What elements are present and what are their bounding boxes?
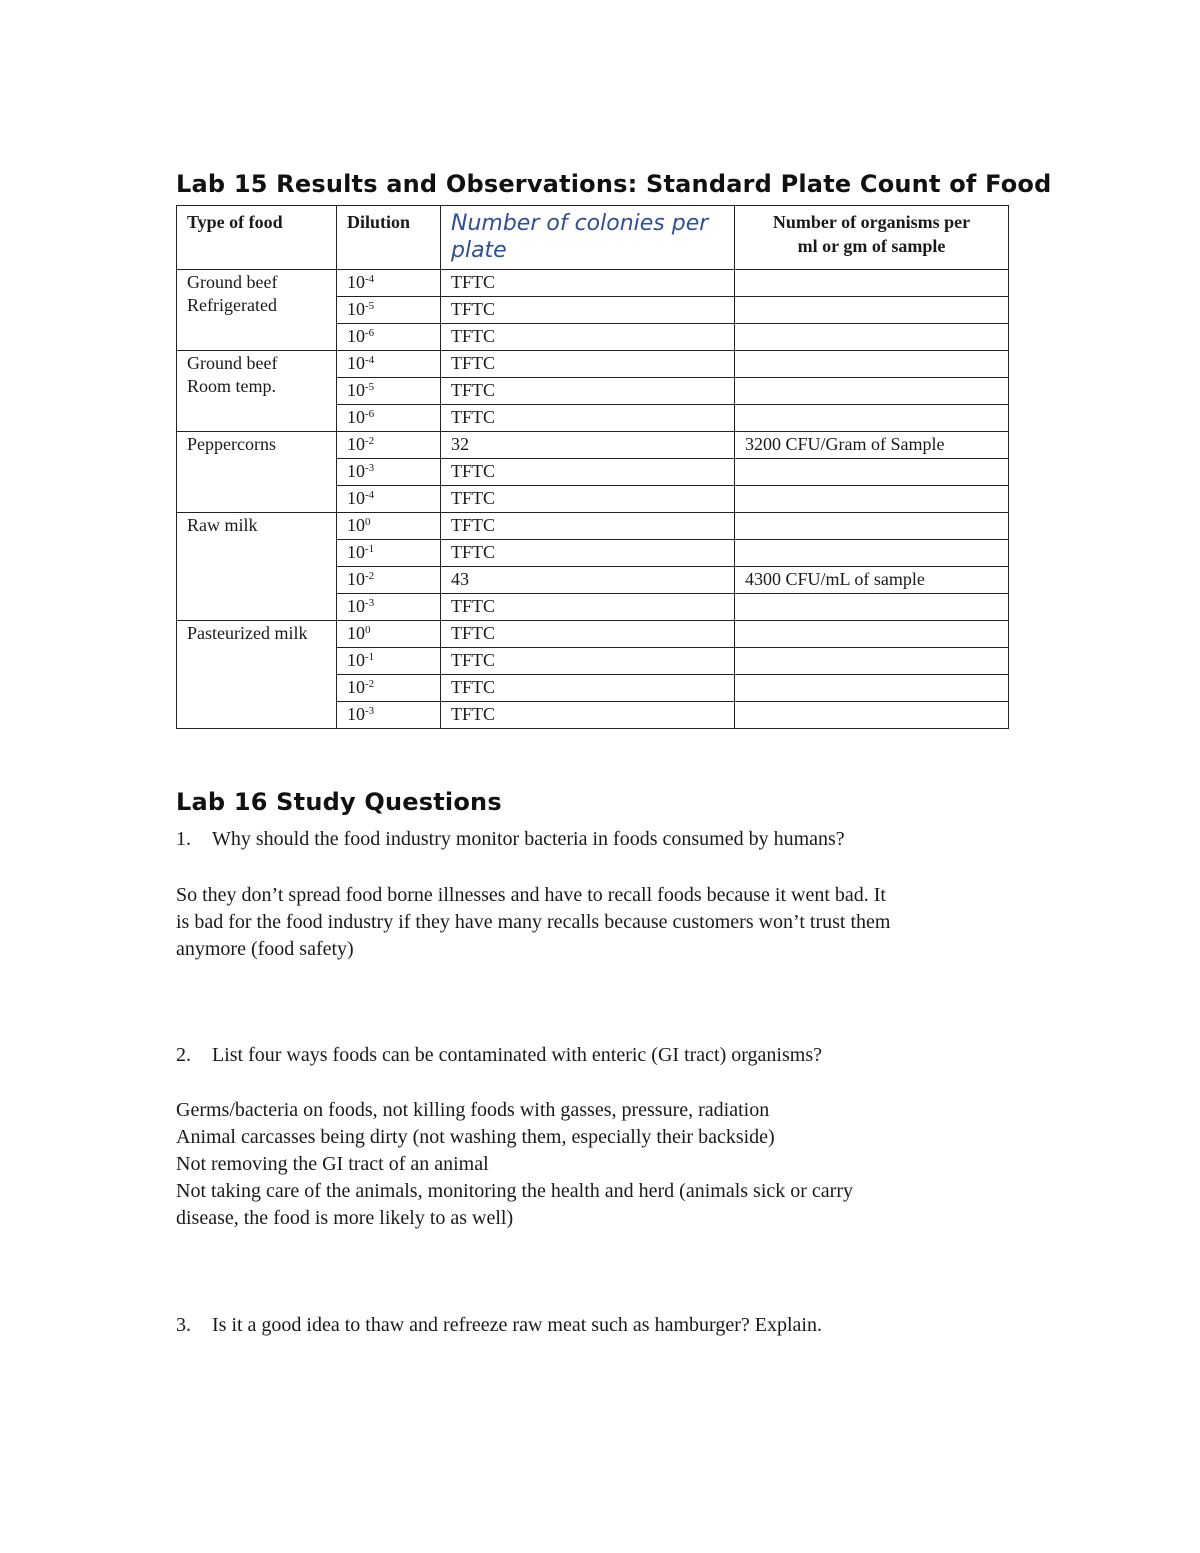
dilution-cell bbox=[337, 459, 441, 486]
answer-line: is bad for the food industry if they have many recalls because customers won’t trust them bbox=[176, 911, 891, 933]
answer-1 bbox=[176, 882, 1036, 963]
dilution-exponent: -1 bbox=[365, 651, 375, 663]
organisms-cell bbox=[735, 324, 1009, 351]
food-type-cell bbox=[177, 351, 337, 432]
dilution-exponent: -6 bbox=[365, 408, 375, 420]
dilution-base: 10 bbox=[347, 299, 365, 319]
answer-line: anymore (food safety) bbox=[176, 938, 354, 960]
dilution-exponent: -5 bbox=[365, 381, 375, 393]
food-type-line: Pasteurized milk bbox=[187, 623, 308, 643]
dilution-base: 10 bbox=[347, 677, 365, 697]
organisms-cell bbox=[735, 351, 1009, 378]
question-2 bbox=[176, 1044, 822, 1067]
food-type-line: Ground beef bbox=[187, 353, 278, 373]
dilution-exponent: -6 bbox=[365, 327, 375, 339]
food-type-line: Room temp. bbox=[187, 376, 276, 396]
header-organisms bbox=[735, 206, 1009, 270]
colonies-cell: TFTC bbox=[441, 513, 735, 540]
dilution-cell bbox=[337, 594, 441, 621]
food-type-line: Ground beef bbox=[187, 272, 278, 292]
dilution-cell bbox=[337, 324, 441, 351]
food-type-cell bbox=[177, 621, 337, 729]
colonies-cell: TFTC bbox=[441, 594, 735, 621]
dilution-base: 10 bbox=[347, 380, 365, 400]
header-type-of-food: Type of food bbox=[177, 206, 337, 270]
dilution-cell bbox=[337, 648, 441, 675]
answer-line: disease, the food is more likely to as well) bbox=[176, 1207, 514, 1229]
organisms-cell bbox=[735, 459, 1009, 486]
organisms-cell bbox=[735, 594, 1009, 621]
organisms-cell bbox=[735, 621, 1009, 648]
dilution-exponent: -2 bbox=[365, 435, 375, 447]
dilution-base: 10 bbox=[347, 650, 365, 670]
question-number: 1. bbox=[176, 828, 191, 850]
dilution-exponent: -4 bbox=[365, 354, 375, 366]
dilution-cell bbox=[337, 378, 441, 405]
dilution-base: 10 bbox=[347, 488, 365, 508]
table-header-row bbox=[177, 206, 1009, 270]
organisms-cell bbox=[735, 405, 1009, 432]
dilution-cell bbox=[337, 405, 441, 432]
dilution-base: 10 bbox=[347, 596, 365, 616]
dilution-exponent: -5 bbox=[365, 300, 375, 312]
colonies-cell: TFTC bbox=[441, 297, 735, 324]
dilution-base: 10 bbox=[347, 569, 365, 589]
dilution-exponent: -3 bbox=[365, 462, 375, 474]
dilution-cell bbox=[337, 675, 441, 702]
dilution-base: 10 bbox=[347, 704, 365, 724]
food-type-line: Peppercorns bbox=[187, 434, 276, 454]
dilution-base: 10 bbox=[347, 623, 365, 643]
organisms-cell bbox=[735, 378, 1009, 405]
dilution-exponent: -3 bbox=[365, 705, 375, 717]
dilution-base: 10 bbox=[347, 434, 365, 454]
answer-line: Germs/bacteria on foods, not killing foods with gasses, pressure, radiation bbox=[176, 1099, 770, 1121]
food-type-line: Raw milk bbox=[187, 515, 258, 535]
colonies-cell: TFTC bbox=[441, 270, 735, 297]
dilution-base: 10 bbox=[347, 353, 365, 373]
dilution-cell bbox=[337, 432, 441, 459]
table-row bbox=[177, 432, 1009, 459]
colonies-cell: TFTC bbox=[441, 486, 735, 513]
organisms-cell bbox=[735, 702, 1009, 729]
dilution-exponent: -4 bbox=[365, 489, 375, 501]
organisms-cell bbox=[735, 675, 1009, 702]
answer-line: Animal carcasses being dirty (not washing them, especially their backside) bbox=[176, 1126, 775, 1148]
dilution-cell bbox=[337, 567, 441, 594]
dilution-base: 10 bbox=[347, 461, 365, 481]
table-row bbox=[177, 270, 1009, 297]
colonies-cell: 43 bbox=[441, 567, 735, 594]
organisms-cell bbox=[735, 486, 1009, 513]
question-3 bbox=[176, 1314, 822, 1337]
colonies-cell: 32 bbox=[441, 432, 735, 459]
colonies-cell: TFTC bbox=[441, 675, 735, 702]
question-1 bbox=[176, 828, 845, 851]
answer-2 bbox=[176, 1097, 1036, 1232]
dilution-base: 10 bbox=[347, 542, 365, 562]
colonies-cell: TFTC bbox=[441, 621, 735, 648]
table-body bbox=[177, 270, 1009, 729]
dilution-exponent: -3 bbox=[365, 597, 375, 609]
dilution-cell bbox=[337, 297, 441, 324]
header-organisms-line2: ml or gm of sample bbox=[797, 236, 946, 256]
colonies-cell: TFTC bbox=[441, 540, 735, 567]
dilution-cell bbox=[337, 540, 441, 567]
colonies-cell: TFTC bbox=[441, 378, 735, 405]
dilution-cell bbox=[337, 486, 441, 513]
dilution-exponent: 0 bbox=[365, 516, 371, 528]
dilution-exponent: -2 bbox=[365, 570, 375, 582]
colonies-cell: TFTC bbox=[441, 459, 735, 486]
lab15-title: Lab 15 Results and Observations: Standard Plate Count of Food bbox=[176, 170, 1052, 198]
question-number: 3. bbox=[176, 1314, 191, 1336]
organisms-cell bbox=[735, 540, 1009, 567]
dilution-exponent: -1 bbox=[365, 543, 375, 555]
dilution-base: 10 bbox=[347, 515, 365, 535]
question-number: 2. bbox=[176, 1044, 191, 1066]
colonies-cell: TFTC bbox=[441, 702, 735, 729]
answer-line: Not taking care of the animals, monitoring the health and herd (animals sick or carry bbox=[176, 1180, 854, 1202]
organisms-cell bbox=[735, 297, 1009, 324]
colonies-cell: TFTC bbox=[441, 648, 735, 675]
dilution-exponent: -2 bbox=[365, 678, 375, 690]
dilution-exponent: 0 bbox=[365, 624, 371, 636]
dilution-base: 10 bbox=[347, 326, 365, 346]
organisms-cell: 4300 CFU/mL of sample bbox=[735, 567, 1009, 594]
question-text: List four ways foods can be contaminated with enteric (GI tract) organisms? bbox=[212, 1044, 822, 1066]
dilution-cell bbox=[337, 702, 441, 729]
answer-line: Not removing the GI tract of an animal bbox=[176, 1153, 489, 1175]
organisms-cell bbox=[735, 648, 1009, 675]
food-type-line: Refrigerated bbox=[187, 295, 277, 315]
dilution-base: 10 bbox=[347, 407, 365, 427]
dilution-cell bbox=[337, 621, 441, 648]
organisms-cell: 3200 CFU/Gram of Sample bbox=[735, 432, 1009, 459]
plate-count-table bbox=[176, 205, 1009, 729]
header-colonies: Number of colonies per plate bbox=[441, 206, 735, 270]
table-row bbox=[177, 351, 1009, 378]
question-text: Why should the food industry monitor bacteria in foods consumed by humans? bbox=[212, 828, 845, 850]
dilution-base: 10 bbox=[347, 272, 365, 292]
dilution-cell bbox=[337, 351, 441, 378]
food-type-cell bbox=[177, 432, 337, 513]
lab16-title: Lab 16 Study Questions bbox=[176, 788, 502, 816]
header-organisms-line1: Number of organisms per bbox=[772, 212, 971, 232]
colonies-cell: TFTC bbox=[441, 324, 735, 351]
question-text: Is it a good idea to thaw and refreeze raw meat such as hamburger? Explain. bbox=[212, 1314, 822, 1336]
dilution-cell bbox=[337, 270, 441, 297]
header-dilution: Dilution bbox=[337, 206, 441, 270]
table-row bbox=[177, 513, 1009, 540]
table-row bbox=[177, 621, 1009, 648]
colonies-cell: TFTC bbox=[441, 405, 735, 432]
organisms-cell bbox=[735, 513, 1009, 540]
colonies-cell: TFTC bbox=[441, 351, 735, 378]
dilution-exponent: -4 bbox=[365, 273, 375, 285]
organisms-cell bbox=[735, 270, 1009, 297]
answer-line: So they don’t spread food borne illnesses and have to recall foods because it went bad. It bbox=[176, 884, 886, 906]
food-type-cell bbox=[177, 513, 337, 621]
food-type-cell bbox=[177, 270, 337, 351]
dilution-cell bbox=[337, 513, 441, 540]
